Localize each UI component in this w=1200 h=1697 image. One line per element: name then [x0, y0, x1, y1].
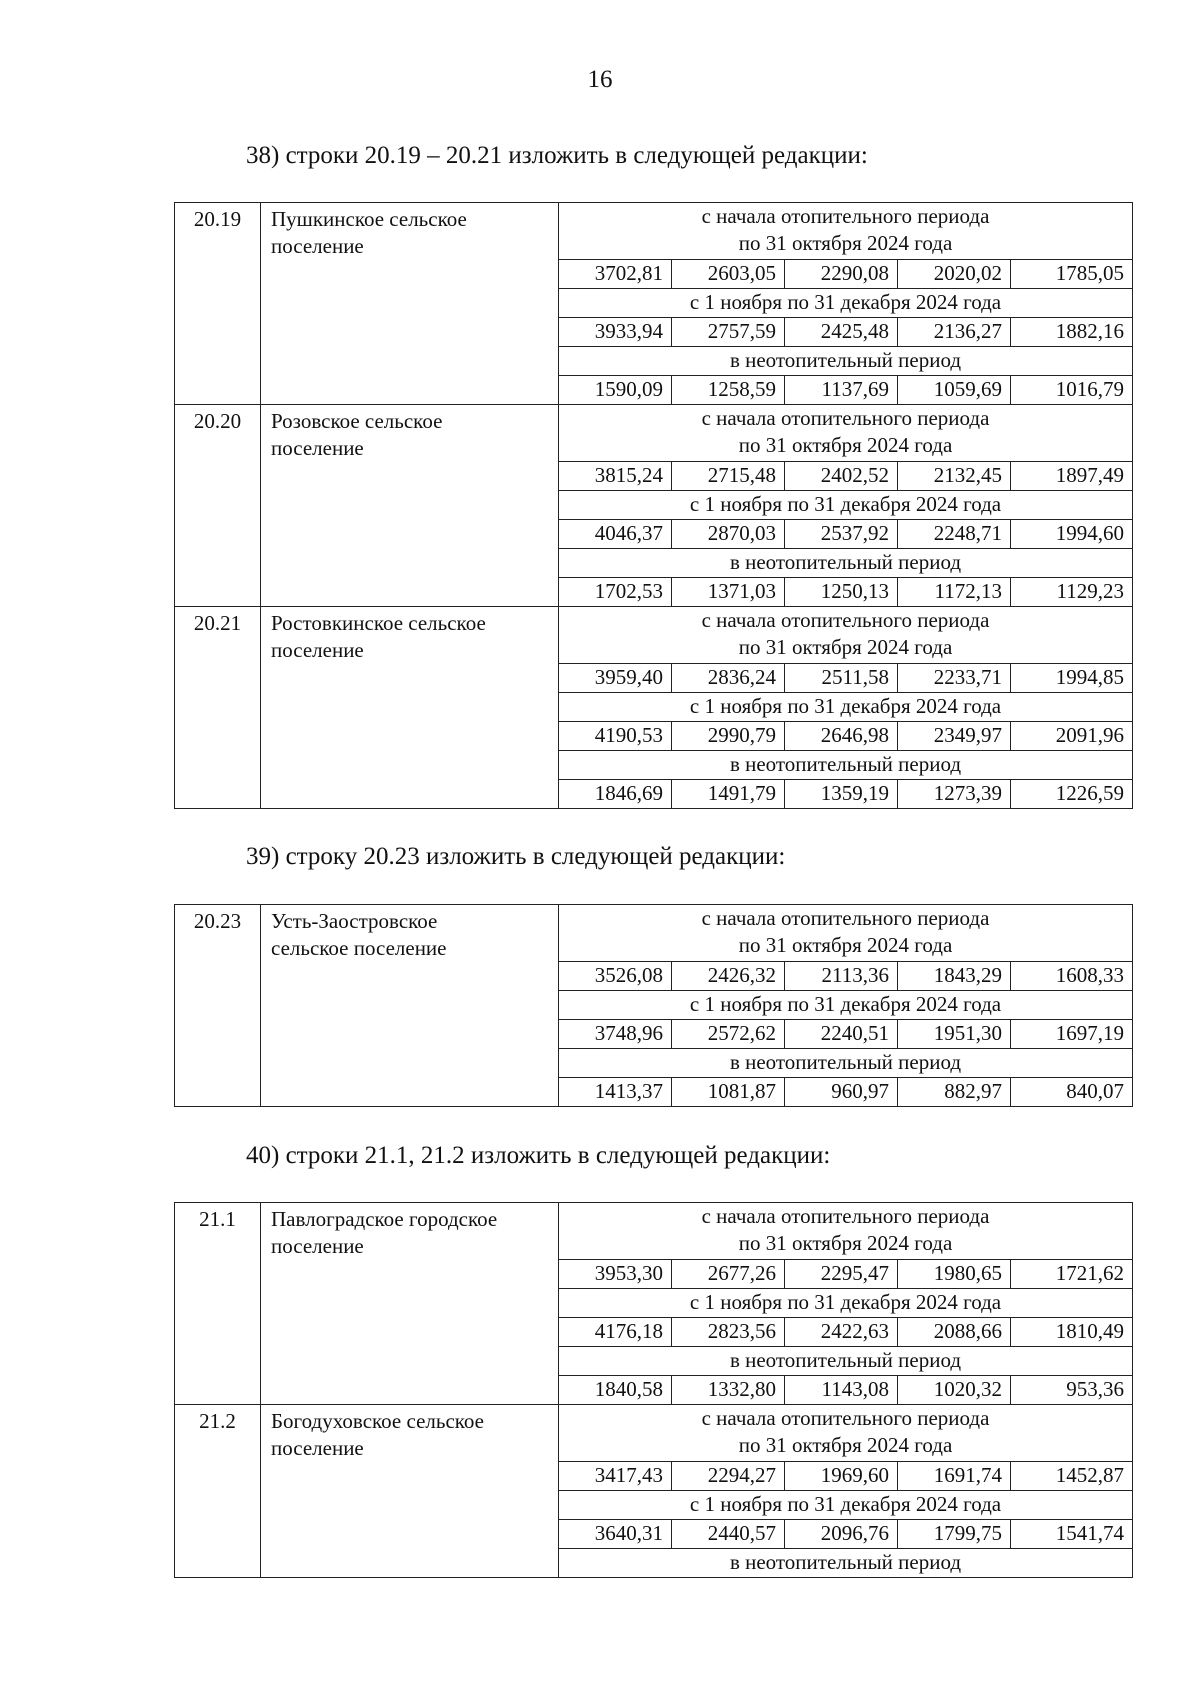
tariff-value: 1143,08: [785, 1376, 898, 1405]
period-row: [175, 607, 1133, 664]
settlement-name: [261, 203, 559, 405]
tariff-value: 1969,60: [785, 1462, 898, 1491]
tariff-value: 1721,62: [1011, 1260, 1133, 1289]
settlement-name-line2: поселение: [271, 436, 364, 460]
period-label: в неотопительный период: [559, 751, 1133, 780]
tariff-value: 1413,37: [559, 1078, 672, 1107]
tariff-value: 2349,97: [898, 722, 1011, 751]
period-label-line2: по 31 октября 2024 года: [738, 635, 953, 659]
tariff-value: 1608,33: [1011, 962, 1133, 991]
tariff-table-40: [174, 1202, 1133, 1578]
tariff-value: 1799,75: [898, 1520, 1011, 1549]
tariff-value: 2646,98: [785, 722, 898, 751]
period-label: в неотопительный период: [559, 347, 1133, 376]
tariff-value: 2020,02: [898, 260, 1011, 289]
period-label: [559, 905, 1133, 962]
tariff-value: 2422,63: [785, 1318, 898, 1347]
tariff-value: 3702,81: [559, 260, 672, 289]
tariff-value: 1129,23: [1011, 578, 1133, 607]
period-label: с 1 ноября по 31 декабря 2024 года: [559, 1289, 1133, 1318]
settlement-name-line2: сельское поселение: [271, 936, 447, 960]
period-label-line1: с начала отопительного периода: [701, 608, 990, 632]
row-code: 20.20: [175, 405, 261, 607]
row-code: 20.23: [175, 905, 261, 1107]
period-label: с 1 ноября по 31 декабря 2024 года: [559, 991, 1133, 1020]
settlement-name-line1: Ростовкинское сельское: [271, 611, 486, 635]
tariff-value: 2294,27: [672, 1462, 785, 1491]
tariff-value: 1172,13: [898, 578, 1011, 607]
settlement-name: [261, 1203, 559, 1405]
tariff-value: 2402,52: [785, 462, 898, 491]
tariff-value: 2091,96: [1011, 722, 1133, 751]
tariff-value: 953,36: [1011, 1376, 1133, 1405]
tariff-value: 1491,79: [672, 780, 785, 809]
tariff-value: 3748,96: [559, 1020, 672, 1049]
tariff-value: 1081,87: [672, 1078, 785, 1107]
tariff-value: 2096,76: [785, 1520, 898, 1549]
tariff-value: 4190,53: [559, 722, 672, 751]
tariff-value: 2132,45: [898, 462, 1011, 491]
period-label: с 1 ноября по 31 декабря 2024 года: [559, 1491, 1133, 1520]
period-label: с 1 ноября по 31 декабря 2024 года: [559, 289, 1133, 318]
tariff-value: 1273,39: [898, 780, 1011, 809]
period-label: [559, 1405, 1133, 1462]
tariff-value: 2677,26: [672, 1260, 785, 1289]
tariff-value: 3959,40: [559, 664, 672, 693]
tariff-value: 1897,49: [1011, 462, 1133, 491]
settlement-name-line1: Павлоградское городское: [271, 1207, 498, 1231]
row-code: 21.1: [175, 1203, 261, 1405]
tariff-value: 2426,32: [672, 962, 785, 991]
row-code: 20.19: [175, 203, 261, 405]
tariff-value: 4176,18: [559, 1318, 672, 1347]
tariff-value: 1951,30: [898, 1020, 1011, 1049]
tariff-value: 1250,13: [785, 578, 898, 607]
period-label: с 1 ноября по 31 декабря 2024 года: [559, 693, 1133, 722]
tariff-value: 1371,03: [672, 578, 785, 607]
tariff-value: 3953,30: [559, 1260, 672, 1289]
tariff-value: 2757,59: [672, 318, 785, 347]
period-label: [559, 607, 1133, 664]
settlement-name: [261, 1405, 559, 1578]
tariff-value: 2990,79: [672, 722, 785, 751]
page-number: 16: [587, 66, 613, 93]
row-code: 20.21: [175, 607, 261, 809]
tariff-value: 2836,24: [672, 664, 785, 693]
tariff-table-39: [174, 904, 1133, 1107]
tariff-value: 2715,48: [672, 462, 785, 491]
section-heading-38: 38) строки 20.19 – 20.21 изложить в следующей редакции:: [246, 142, 868, 169]
settlement-name-line2: поселение: [271, 638, 364, 662]
settlement-name: [261, 905, 559, 1107]
tariff-value: 2572,62: [672, 1020, 785, 1049]
settlement-name-line2: поселение: [271, 1436, 364, 1460]
tariff-value: 2870,03: [672, 520, 785, 549]
period-row: [175, 1203, 1133, 1260]
period-row: [175, 1405, 1133, 1462]
tariff-value: 2823,56: [672, 1318, 785, 1347]
tariff-value: 1020,32: [898, 1376, 1011, 1405]
tariff-value: 2537,92: [785, 520, 898, 549]
tariff-value: 1843,29: [898, 962, 1011, 991]
tariff-value: 1702,53: [559, 578, 672, 607]
tariff-value: 3933,94: [559, 318, 672, 347]
tariff-value: 2295,47: [785, 1260, 898, 1289]
tariff-value: 1980,65: [898, 1260, 1011, 1289]
settlement-name-line1: Розовское сельское: [271, 409, 443, 433]
period-label-line2: по 31 октября 2024 года: [738, 433, 953, 457]
tariff-value: 1785,05: [1011, 260, 1133, 289]
period-label: [559, 405, 1133, 462]
period-label-line2: по 31 октября 2024 года: [738, 1433, 953, 1457]
tariff-value: 3526,08: [559, 962, 672, 991]
period-label: с 1 ноября по 31 декабря 2024 года: [559, 491, 1133, 520]
tariff-value: 3815,24: [559, 462, 672, 491]
tariff-value: 882,97: [898, 1078, 1011, 1107]
tariff-value: 1059,69: [898, 376, 1011, 405]
tariff-value: 2290,08: [785, 260, 898, 289]
tariff-value: 2240,51: [785, 1020, 898, 1049]
period-label: [559, 203, 1133, 260]
tariff-value: 1840,58: [559, 1376, 672, 1405]
tariff-value: 1994,60: [1011, 520, 1133, 549]
period-label: в неотопительный период: [559, 1347, 1133, 1376]
tariff-value: 1691,74: [898, 1462, 1011, 1491]
tariff-value: 1226,59: [1011, 780, 1133, 809]
settlement-name-line1: Пушкинское сельское: [271, 207, 467, 231]
period-label-line2: по 31 октября 2024 года: [738, 1231, 953, 1255]
period-label-line1: с начала отопительного периода: [701, 204, 990, 228]
tariff-value: 1846,69: [559, 780, 672, 809]
tariff-value: 1137,69: [785, 376, 898, 405]
tariff-value: 1590,09: [559, 376, 672, 405]
settlement-name-line1: Богодуховское сельское: [271, 1409, 484, 1433]
tariff-value: 2233,71: [898, 664, 1011, 693]
period-row: [175, 905, 1133, 962]
period-label-line1: с начала отопительного периода: [701, 1406, 990, 1430]
tariff-value: 1016,79: [1011, 376, 1133, 405]
tariff-value: 4046,37: [559, 520, 672, 549]
tariff-value: 2113,36: [785, 962, 898, 991]
tariff-value: 1541,74: [1011, 1520, 1133, 1549]
tariff-value: 1697,19: [1011, 1020, 1133, 1049]
tariff-value: 1359,19: [785, 780, 898, 809]
tariff-value: 960,97: [785, 1078, 898, 1107]
period-label: в неотопительный период: [559, 1049, 1133, 1078]
row-code: 21.2: [175, 1405, 261, 1578]
period-label-line2: по 31 октября 2024 года: [738, 933, 953, 957]
period-label: [559, 1203, 1133, 1260]
tariff-value: 2248,71: [898, 520, 1011, 549]
settlement-name-line2: поселение: [271, 234, 364, 258]
tariff-value: 2511,58: [785, 664, 898, 693]
period-row: [175, 405, 1133, 462]
period-row: [175, 203, 1133, 260]
tariff-value: 2440,57: [672, 1520, 785, 1549]
tariff-value: 1810,49: [1011, 1318, 1133, 1347]
tariff-value: 1332,80: [672, 1376, 785, 1405]
period-label: в неотопительный период: [559, 1549, 1133, 1578]
section-heading-40: 40) строки 21.1, 21.2 изложить в следующей редакции:: [246, 1142, 831, 1169]
period-label-line1: с начала отопительного периода: [701, 906, 990, 930]
section-heading-39: 39) строку 20.23 изложить в следующей редакции:: [246, 843, 786, 870]
tariff-value: 1258,59: [672, 376, 785, 405]
tariff-value: 2425,48: [785, 318, 898, 347]
tariff-value: 2136,27: [898, 318, 1011, 347]
settlement-name: [261, 607, 559, 809]
settlement-name: [261, 405, 559, 607]
tariff-table-38: [174, 202, 1133, 809]
tariff-value: 3640,31: [559, 1520, 672, 1549]
tariff-value: 1452,87: [1011, 1462, 1133, 1491]
period-label-line1: с начала отопительного периода: [701, 406, 990, 430]
period-label-line1: с начала отопительного периода: [701, 1204, 990, 1228]
tariff-value: 840,07: [1011, 1078, 1133, 1107]
tariff-value: 1994,85: [1011, 664, 1133, 693]
tariff-value: 1882,16: [1011, 318, 1133, 347]
settlement-name-line1: Усть-Заостровское: [271, 909, 438, 933]
tariff-value: 2088,66: [898, 1318, 1011, 1347]
period-label: в неотопительный период: [559, 549, 1133, 578]
tariff-value: 2603,05: [672, 260, 785, 289]
period-label-line2: по 31 октября 2024 года: [738, 231, 953, 255]
settlement-name-line2: поселение: [271, 1234, 364, 1258]
tariff-value: 3417,43: [559, 1462, 672, 1491]
